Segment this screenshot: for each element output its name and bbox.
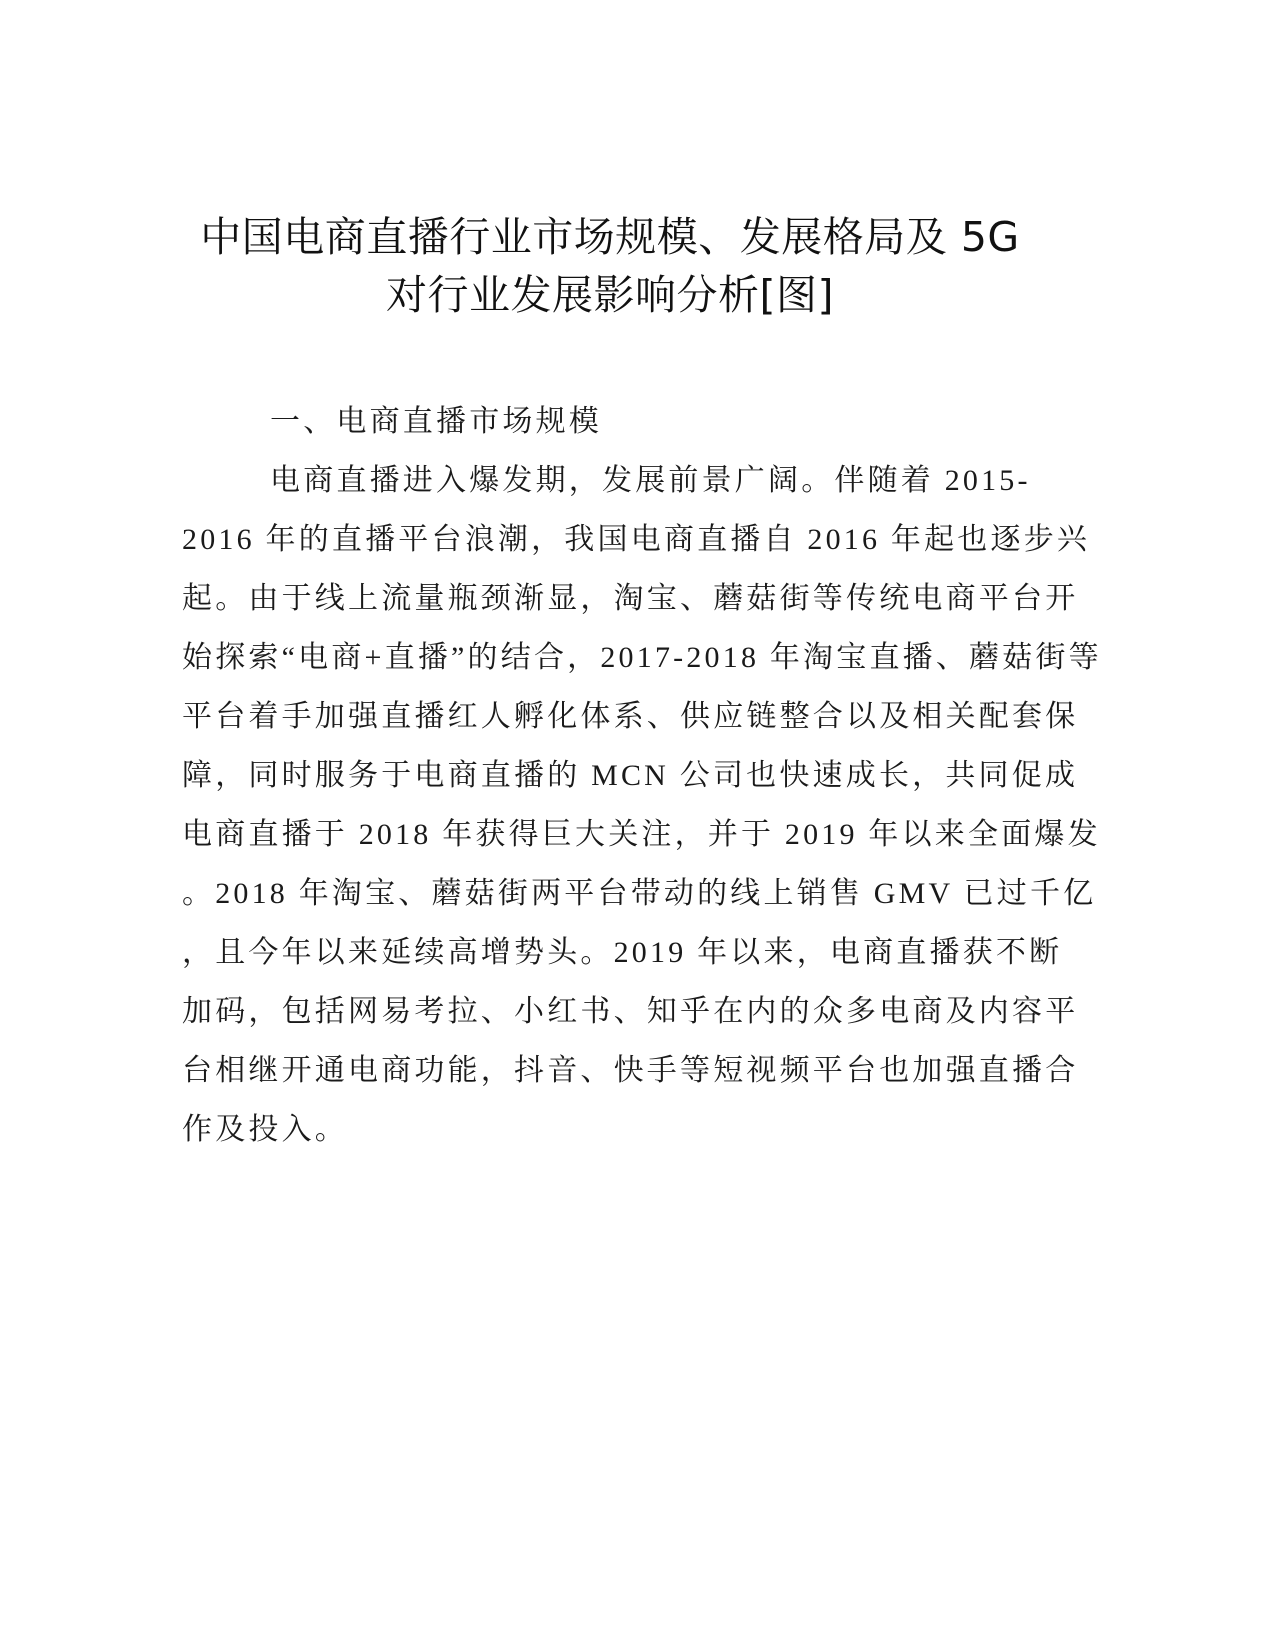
paragraph-line: 作及投入。 xyxy=(182,1113,348,1146)
paragraph-line: 电商直播进入爆发期，发展前景广阔。伴随着 2015- xyxy=(270,464,1031,497)
section-heading: 一、电商直播市场规模 xyxy=(270,405,602,438)
document-title xyxy=(180,208,1040,324)
paragraph-line: 起。由于线上流量瓶颈渐显，淘宝、蘑菇街等传统电商平台开 xyxy=(182,582,1079,615)
title-line-1: 中国电商直播行业市场规模、发展格局及 5G xyxy=(200,213,1020,261)
paragraph-line: 电商直播于 2018 年获得巨大关注，并于 2019 年以来全面爆发 xyxy=(182,818,1101,851)
paragraph-line: 。2018 年淘宝、蘑菇街两平台带动的线上销售 GMV 已过千亿 xyxy=(182,877,1097,910)
paragraph-line: 台相继开通电商功能，抖音、快手等短视频平台也加强直播合 xyxy=(182,1054,1079,1087)
paragraph-line: 障，同时服务于电商直播的 MCN 公司也快速成长，共同促成 xyxy=(182,759,1079,792)
title-line-2: 对行业发展影响分析[图] xyxy=(386,271,834,319)
paragraph-line: 加码，包括网易考拉、小红书、知乎在内的众多电商及内容平 xyxy=(182,995,1079,1028)
paragraph-line: ，且今年以来延续高增势头。2019 年以来，电商直播获不断 xyxy=(182,936,1063,969)
document-body xyxy=(182,392,1102,1159)
paragraph xyxy=(182,451,1102,1159)
paragraph-line: 平台着手加强直播红人孵化体系、供应链整合以及相关配套保 xyxy=(182,700,1079,733)
paragraph-line: 2016 年的直播平台浪潮，我国电商直播自 2016 年起也逐步兴 xyxy=(182,523,1091,556)
paragraph-line: 始探索“电商+直播”的结合，2017-2018 年淘宝直播、蘑菇街等 xyxy=(182,641,1102,674)
